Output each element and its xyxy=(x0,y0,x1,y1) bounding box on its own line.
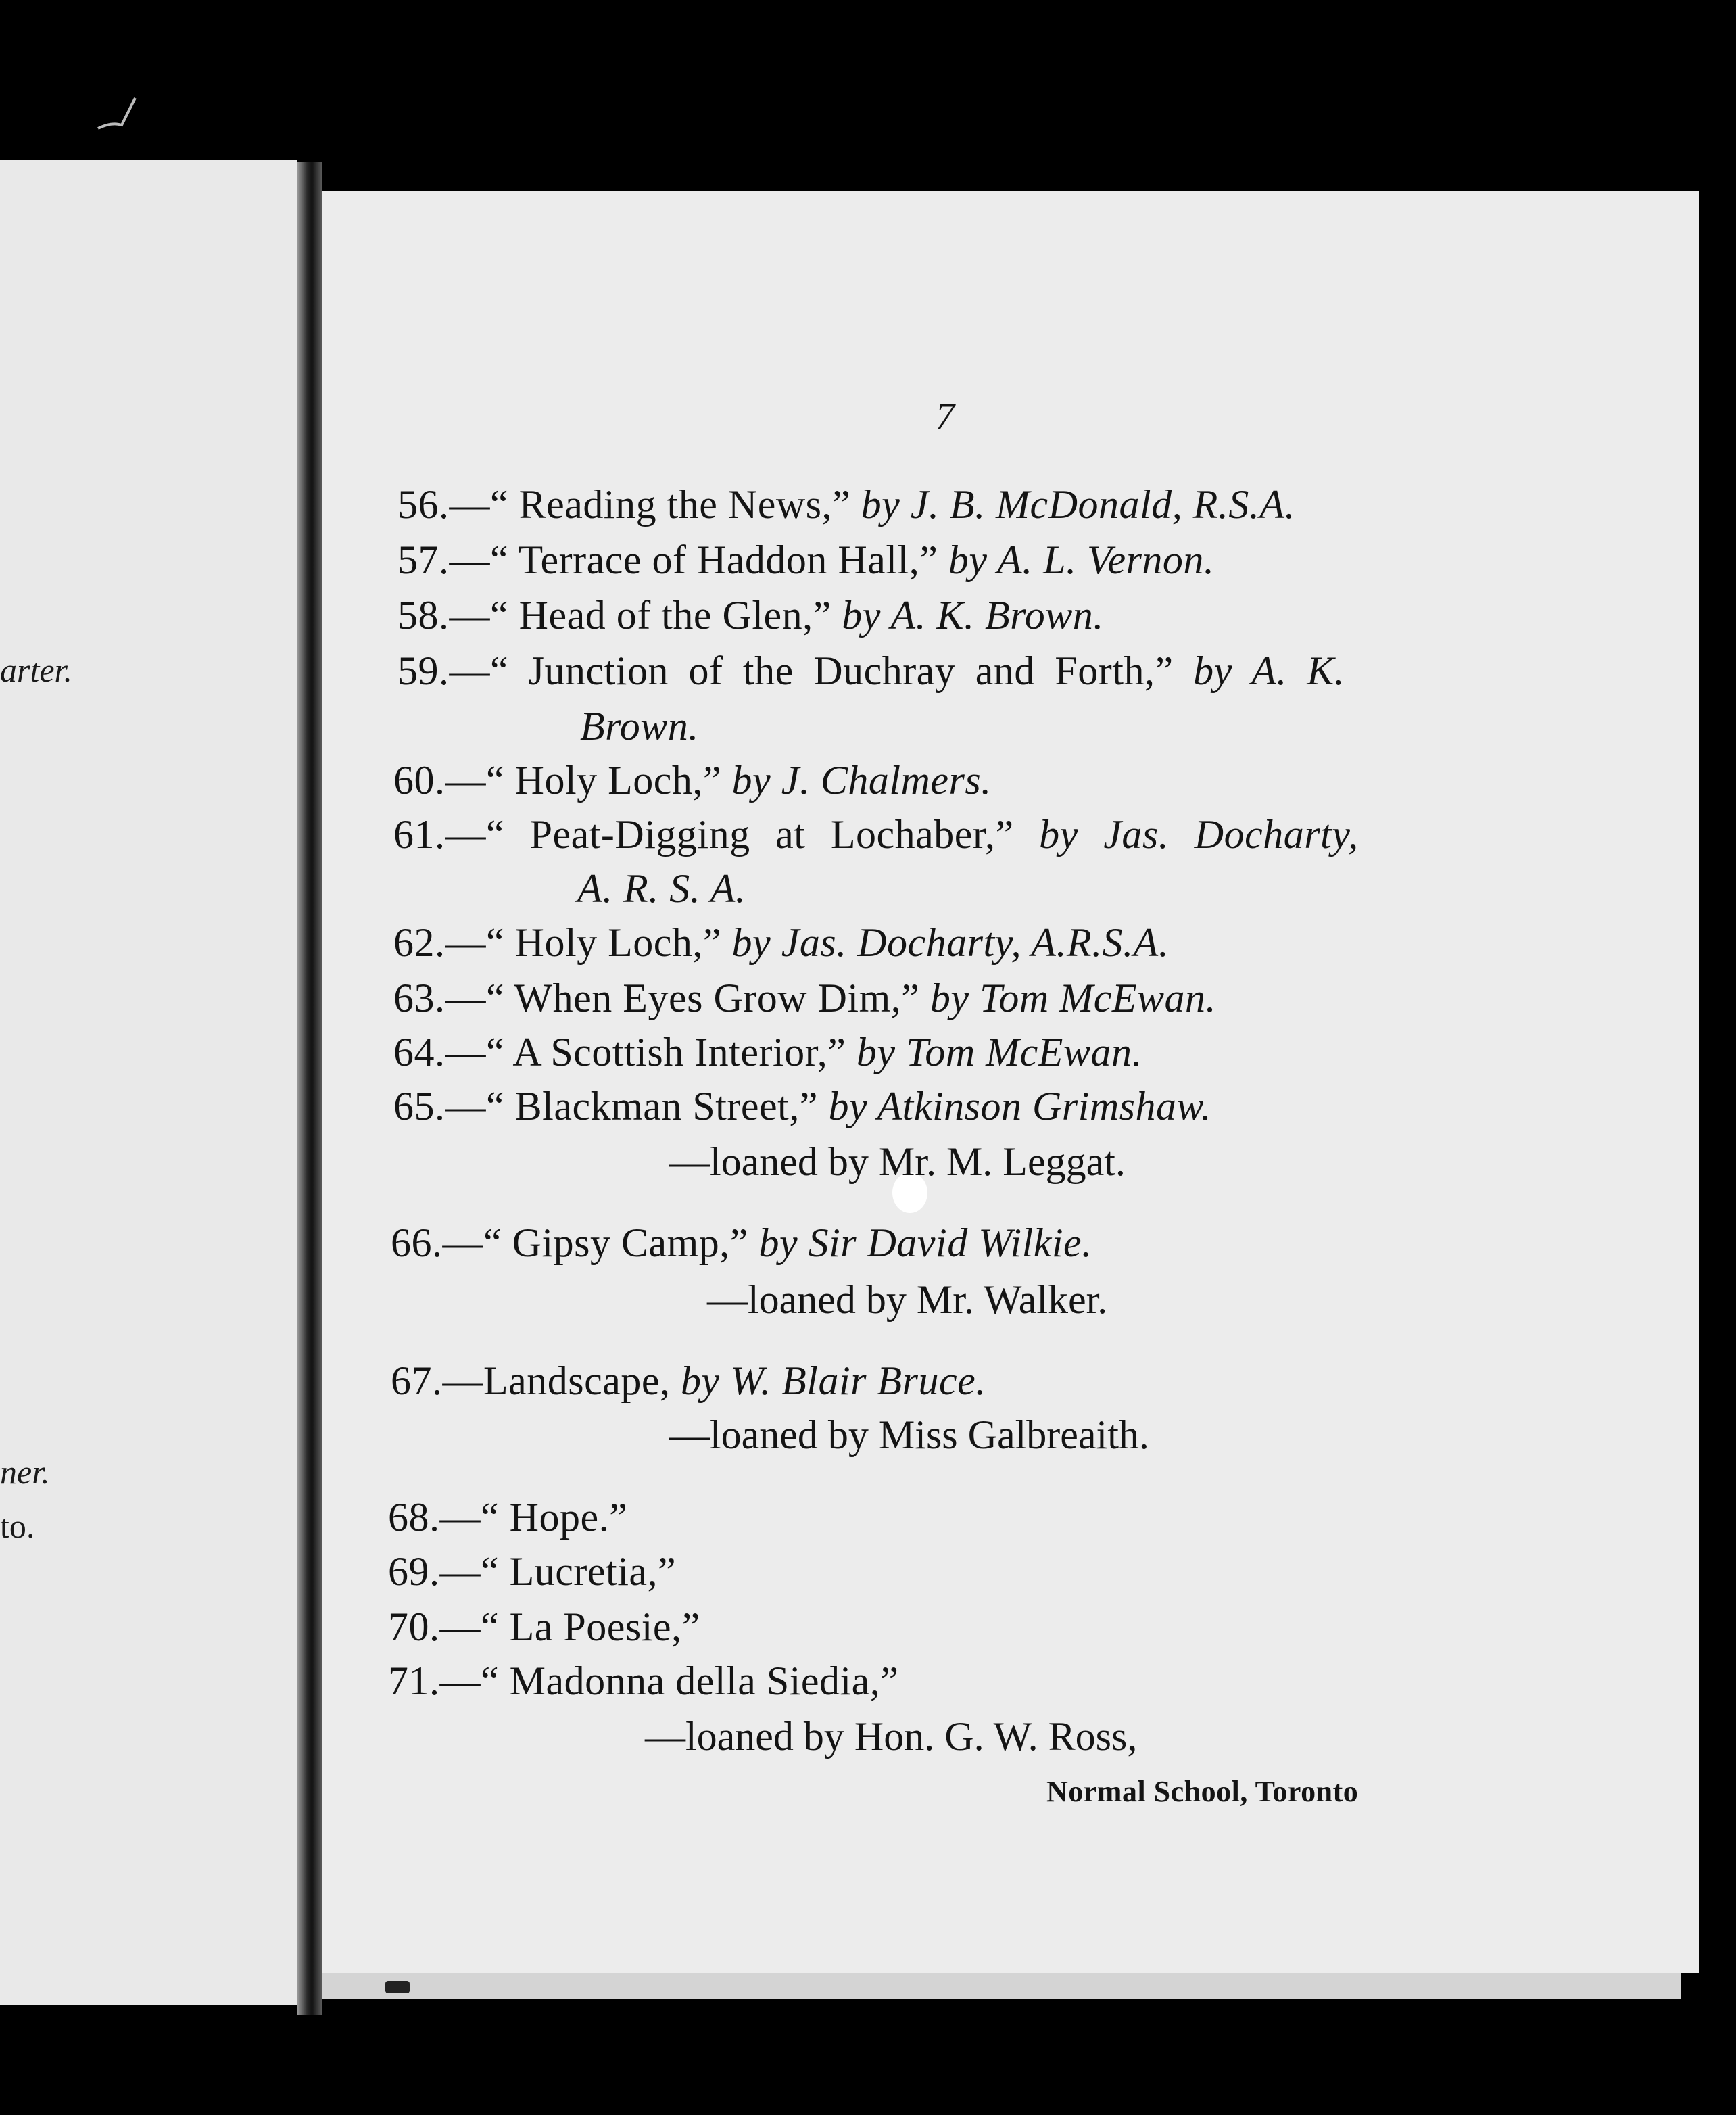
entry-continuation xyxy=(580,706,699,746)
pen-mark xyxy=(95,95,142,135)
entry-artist: A. K. Brown. xyxy=(890,593,1104,638)
catalogue-entry xyxy=(393,922,1169,963)
catalogue-entry xyxy=(393,1086,1211,1126)
entry-by: by xyxy=(850,482,911,527)
book-gutter xyxy=(297,162,322,2015)
entry-artist: Atkinson Grimshaw. xyxy=(877,1084,1212,1128)
entry-title: “ Peat-Digging at Lochaber,” xyxy=(486,812,1014,857)
entry-title: Landscape, xyxy=(483,1358,671,1403)
entry-continuation xyxy=(577,868,746,909)
catalogue-entry xyxy=(393,814,1359,855)
entry-artist: J. Chalmers. xyxy=(781,758,992,803)
entry-artist: Brown. xyxy=(580,704,699,748)
entry-title: “ Terrace of Haddon Hall,” xyxy=(490,538,938,582)
entry-by: by xyxy=(938,538,997,582)
catalogue-entry xyxy=(397,540,1214,580)
catalogue-entry xyxy=(397,650,1345,691)
entry-artist: Sir David Wilkie. xyxy=(808,1220,1092,1265)
entry-number: 68.— xyxy=(388,1495,481,1540)
entry-title: “ A Scottish Interior,” xyxy=(486,1030,846,1074)
entry-number: 59.— xyxy=(397,648,490,693)
entry-artist: A. K. xyxy=(1251,648,1345,693)
catalogue-entry xyxy=(388,1551,676,1592)
entry-artist: A. R. S. A. xyxy=(577,866,746,911)
entry-by: by xyxy=(831,593,891,638)
entry-artist: J. B. McDonald, R.S.A. xyxy=(910,482,1295,527)
entry-title: “ La Poesie,” xyxy=(481,1605,700,1649)
left-page-fragment: to. xyxy=(0,1507,35,1545)
page-number: 7 xyxy=(936,396,955,437)
entry-artist: A. L. Vernon. xyxy=(996,538,1215,582)
entry-title: “ Holy Loch,” xyxy=(486,758,722,803)
left-page-fragment: ner. xyxy=(0,1453,50,1491)
catalogue-entry xyxy=(393,978,1216,1018)
entry-by: by xyxy=(1173,648,1252,693)
entry-number: 63.— xyxy=(393,976,486,1020)
lender-address: Normal School, Toronto xyxy=(1046,1775,1359,1808)
entry-by: by xyxy=(1013,812,1104,857)
entry-number: 64.— xyxy=(393,1030,486,1074)
entry-number: 70.— xyxy=(388,1605,481,1649)
page-edge xyxy=(322,1973,1681,1999)
entry-number: 57.— xyxy=(397,538,490,582)
entry-number: 66.— xyxy=(391,1220,483,1265)
ink-speck xyxy=(385,1981,410,1993)
catalogue-entry xyxy=(397,595,1104,636)
entry-title: “ Gipsy Camp,” xyxy=(483,1220,748,1265)
entry-number: 60.— xyxy=(393,758,486,803)
entry-artist: Jas. Docharty, xyxy=(1103,812,1359,857)
entry-number: 61.— xyxy=(393,812,486,857)
entry-title: “ Lucretia,” xyxy=(481,1549,677,1594)
entry-title: “ When Eyes Grow Dim,” xyxy=(486,976,920,1020)
entry-number: 69.— xyxy=(388,1549,481,1594)
entry-title: “ Holy Loch,” xyxy=(486,920,722,965)
catalogue-entry xyxy=(388,1607,700,1647)
entry-by: by xyxy=(846,1030,906,1074)
entry-number: 67.— xyxy=(391,1358,483,1403)
loan-credit: —loaned by Mr. M. Leggat. xyxy=(669,1139,1126,1184)
entry-number: 71.— xyxy=(388,1659,481,1703)
left-page-fragment: arter. xyxy=(0,651,72,689)
entry-title: “ Hope.” xyxy=(481,1495,628,1540)
entry-title: “ Head of the Glen,” xyxy=(490,593,831,638)
entry-title: “ Reading the News,” xyxy=(490,482,851,527)
loan-credit: —loaned by Hon. G. W. Ross, xyxy=(645,1714,1138,1759)
entry-artist: W. Blair Bruce. xyxy=(730,1358,986,1403)
catalogue-entry xyxy=(393,760,992,801)
catalogue-entry xyxy=(397,484,1295,525)
catalogue-entry xyxy=(391,1222,1092,1263)
entry-title: “ Junction of the Duchray and Forth,” xyxy=(490,648,1174,693)
entry-number: 56.— xyxy=(397,482,490,527)
entry-by: by xyxy=(919,976,980,1020)
entry-number: 62.— xyxy=(393,920,486,965)
loan-credit: —loaned by Miss Galbreaith. xyxy=(669,1412,1149,1457)
catalogue-entry xyxy=(391,1360,986,1401)
entry-by: by xyxy=(721,920,781,965)
entry-number: 58.— xyxy=(397,593,490,638)
entry-by: by xyxy=(670,1358,731,1403)
entry-artist: Tom McEwan. xyxy=(980,976,1217,1020)
entry-title: “ Madonna della Siedia,” xyxy=(481,1659,899,1703)
entry-artist: Tom McEwan. xyxy=(905,1030,1142,1074)
loan-credit: —loaned by Mr. Walker. xyxy=(707,1277,1108,1322)
catalogue-entry xyxy=(388,1497,627,1538)
entry-number: 65.— xyxy=(393,1084,486,1128)
entry-artist: Jas. Docharty, A.R.S.A. xyxy=(781,920,1170,965)
catalogue-entry xyxy=(393,1032,1142,1072)
catalogue-entry xyxy=(388,1661,898,1701)
entry-by: by xyxy=(748,1220,809,1265)
entry-by: by xyxy=(817,1084,877,1128)
right-page xyxy=(322,191,1699,1973)
left-facing-page xyxy=(0,160,297,2005)
entry-title: “ Blackman Street,” xyxy=(486,1084,818,1128)
entry-by: by xyxy=(721,758,781,803)
